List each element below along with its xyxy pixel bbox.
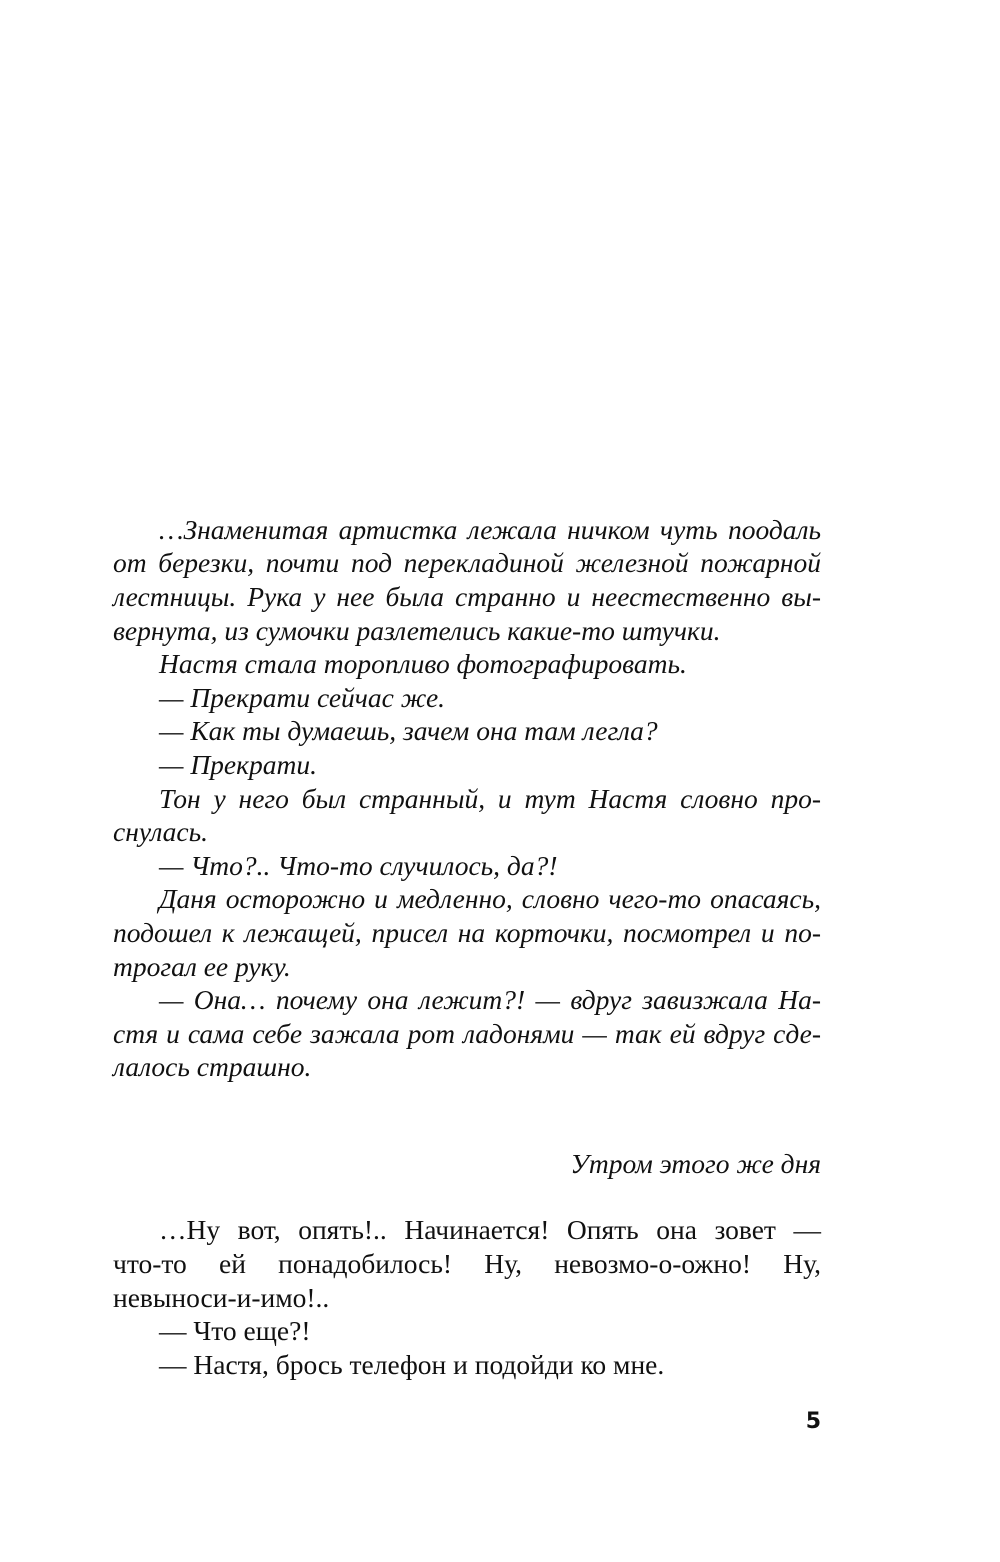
- text-line: …Ну вот, опять!.. Начинается! Опять она зовет —: [159, 1214, 821, 1245]
- text-line: лалось страшно.: [113, 1051, 312, 1082]
- text-line: снулась.: [113, 816, 208, 847]
- text-line: Даня осторожно и медленно, словно чего-то опасаясь,: [159, 883, 821, 914]
- text-line: от березки, почти под перекладиной железной пожарной: [113, 547, 821, 578]
- text-line: стя и сама себе зажала рот ладонями — так ей вдруг сде-: [113, 1018, 821, 1049]
- text-line: подошел к лежащей, присел на корточки, посмотрел и по-: [113, 917, 821, 948]
- text-line: лестницы. Рука у нее была странно и неестественно вы-: [113, 581, 821, 612]
- text-line: невыноси-и-имо!..: [113, 1282, 330, 1313]
- page-number: 5: [805, 1409, 821, 1434]
- section-heading: Утром этого же дня: [570, 1148, 821, 1179]
- text-line: Настя стала торопливо фотографировать.: [159, 648, 687, 679]
- dialogue-line: — Что?.. Что-то случилось, да?!: [159, 850, 558, 881]
- dialogue-line: — Настя, брось телефон и подойди ко мне.: [159, 1349, 665, 1380]
- dialogue-line: — Как ты думаешь, зачем она там легла?: [159, 715, 658, 746]
- text-line: что-то ей понадобилось! Ну, невозмо-о-ожно! Ну,: [113, 1248, 821, 1279]
- dialogue-line: — Прекрати сейчас же.: [159, 682, 446, 713]
- text-line: Тон у него был странный, и тут Настя словно про-: [159, 783, 821, 814]
- dialogue-line: — Она… почему она лежит?! — вдруг завизжала На-: [159, 984, 821, 1015]
- dialogue-line: — Что еще?!: [159, 1315, 311, 1346]
- text-line: вернута, из сумочки разлетелись какие-то штучки.: [113, 615, 721, 646]
- dialogue-line: — Прекрати.: [159, 749, 317, 780]
- text-line: трогал ее руку.: [113, 951, 291, 982]
- text-line: …Знаменитая артистка лежала ничком чуть поодаль: [159, 514, 821, 545]
